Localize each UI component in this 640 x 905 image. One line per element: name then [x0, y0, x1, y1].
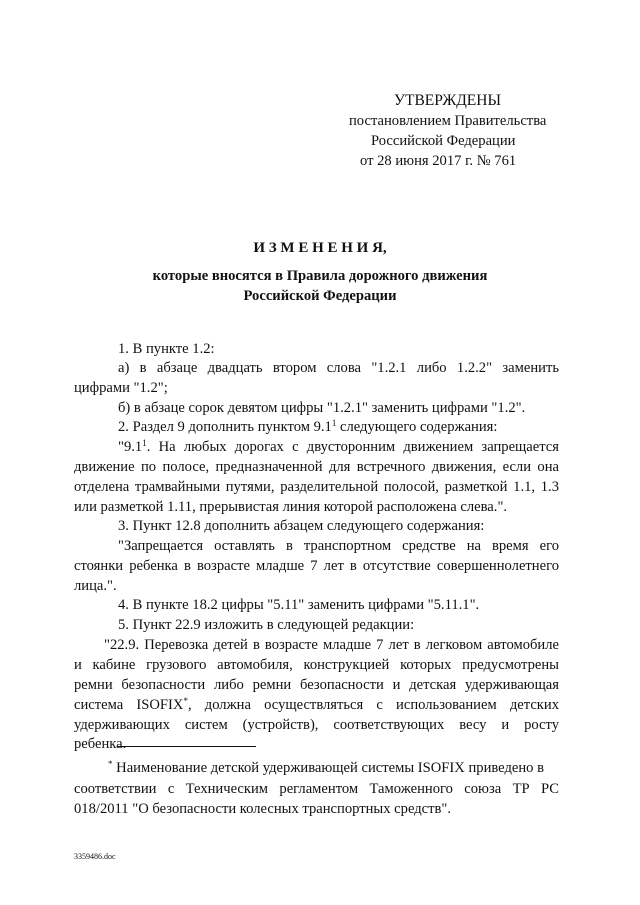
quote-22-9-line-5: удерживающих систем (устройств), соответствующих весу и росту [74, 717, 559, 733]
quote-22-9-isofix: система ISOFIX [74, 697, 184, 713]
quote-9-1-line-1 [118, 437, 559, 457]
quote-12-8-line-2: стоянки ребенка в возрасте младше 7 лет в отсутствие совершеннолетнего [74, 558, 559, 574]
quote-22-9-line-4 [74, 695, 559, 715]
approval-date: от 28 июня 2017 г. № 761 [360, 153, 517, 169]
approval-line-1: постановлением Правительства [349, 113, 547, 129]
footnote-line-3: 018/2011 "О безопасности колесных транспортных средств". [74, 801, 452, 817]
quote-9-1-superscript: 1 [142, 438, 147, 448]
item-1b: б) в абзаце сорок девятом цифры "1.2.1" заменить цифрами "1.2". [118, 400, 526, 416]
document-title: И З М Е Н Е Н И Я, [253, 240, 387, 256]
item-1a-line-1: а) в абзаце двадцать втором слова "1.2.1 либо 1.2.2" заменить [118, 360, 559, 376]
footnote-line-2: соответствии с Техническим регламентом Таможенного союза ТР РС [74, 781, 559, 797]
quote-9-1-text: . На любых дорогах с двусторонним движением запрещается [146, 439, 559, 455]
item-2-text-rest: следующего содержания: [336, 419, 498, 435]
item-4: 4. В пункте 18.2 цифры "5.11" заменить цифрами "5.11.1". [118, 597, 480, 613]
quote-22-9-line-4-rest: , должна осуществляться с использованием детских [187, 697, 559, 713]
approval-line-2: Российской Федерации [371, 133, 516, 149]
item-5-heading: 5. Пункт 22.9 изложить в следующей редакции: [118, 617, 415, 633]
footnote-divider [118, 746, 256, 747]
quote-12-8-line-3: лица.". [74, 578, 117, 594]
quote-9-1-number: "9.1 [118, 439, 143, 455]
quote-22-9-line-6: ребенка. [74, 736, 127, 752]
quote-22-9-line-2: и кабине грузового автомобиля, конструкцией которых предусмотрены [74, 657, 559, 673]
item-1-heading: 1. В пункте 1.2: [118, 341, 215, 357]
document-file-id: 3359486.doc [74, 852, 116, 861]
quote-22-9-line-3: ремни безопасности либо ремни безопасности и детская удерживающая [74, 677, 559, 693]
quote-9-1-line-2: движение по полосе, предназначенной для встречного движения, если она [74, 459, 559, 475]
quote-12-8-line-1: "Запрещается оставлять в транспортном средстве на время его [118, 538, 559, 554]
item-2-superscript: 1 [331, 418, 337, 428]
footnote-line-1 [108, 758, 544, 778]
document-subtitle-2: Российской Федерации [243, 288, 397, 304]
item-2-heading [118, 417, 497, 437]
approval-title: УТВЕРЖДЕНЫ [394, 92, 501, 109]
quote-9-1-line-4: или разметкой 1.11, прерывистая линия которой расположена слева.". [74, 499, 508, 515]
quote-22-9-line-1: "22.9. Перевозка детей в возрасте младше 7 лет в легковом автомобиле [104, 637, 559, 653]
footnote-mark: * [108, 759, 113, 769]
item-1a-line-2: цифрами "1.2"; [74, 380, 168, 396]
footnote-text: Наименование детской удерживающей системы ISOFIX приведено в [112, 760, 545, 776]
footnote-reference: * [183, 696, 188, 706]
quote-9-1-line-3: отделена трамвайными путями, разделительной полосой, разметкой 1.1, 1.3 [74, 479, 559, 495]
item-2-text: 2. Раздел 9 дополнить пунктом 9.1 [118, 419, 332, 435]
document-subtitle-1: которые вносятся в Правила дорожного движения [152, 268, 488, 284]
item-3-heading: 3. Пункт 12.8 дополнить абзацем следующего содержания: [118, 518, 485, 534]
